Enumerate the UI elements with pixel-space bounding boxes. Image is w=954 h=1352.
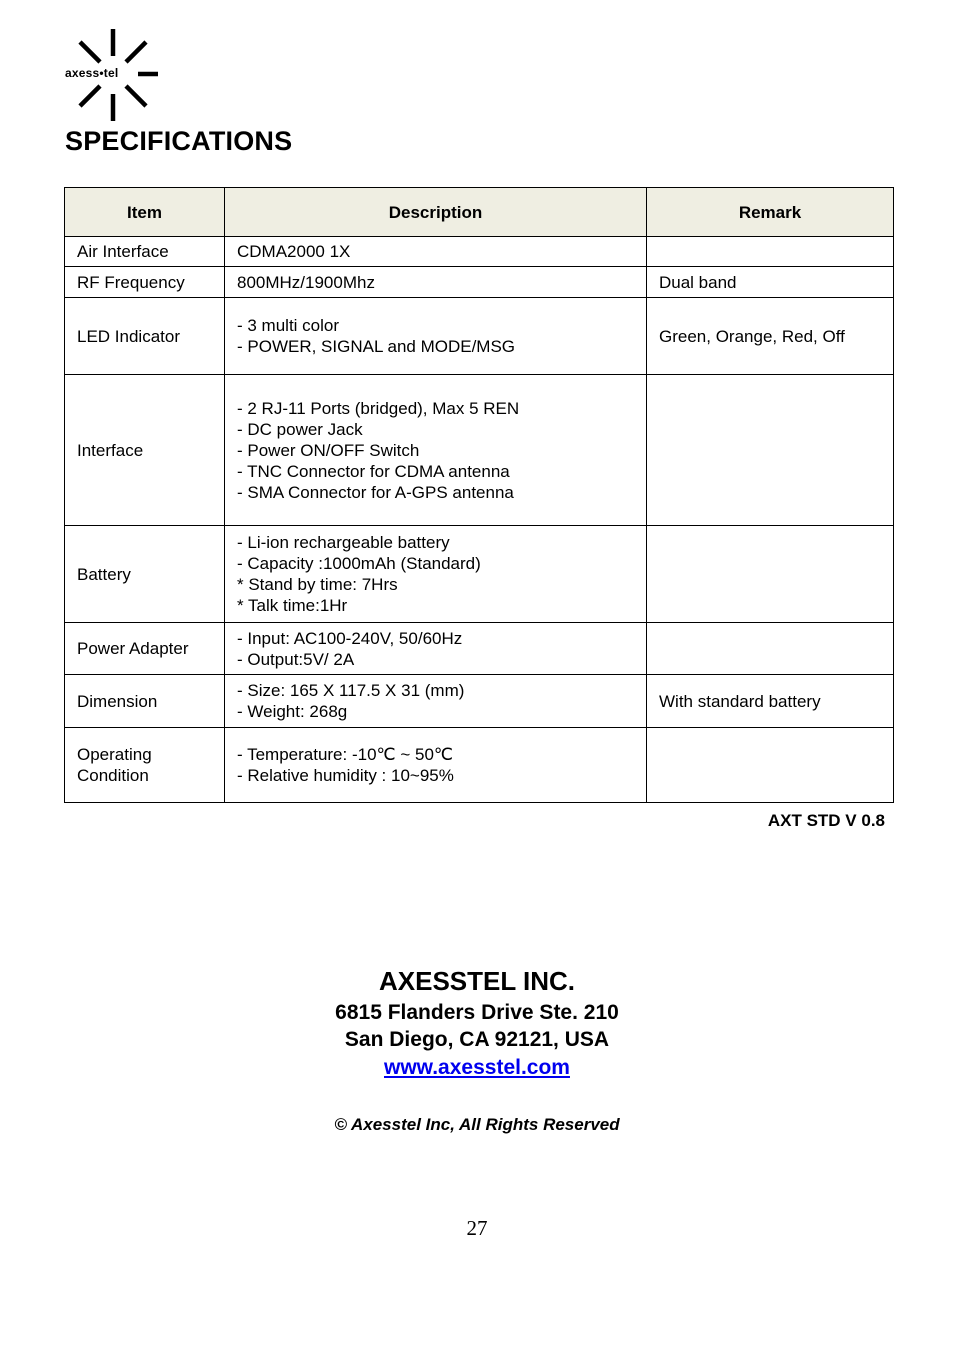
table-row: [65, 623, 894, 675]
row-description: - Temperature: -10℃ ~ 50℃ - Relative humidity : 10~95%: [225, 728, 647, 803]
row-item: Dimension: [65, 675, 225, 728]
table-row: [65, 526, 894, 623]
row-remark: With standard battery: [647, 675, 894, 728]
row-remark: [647, 728, 894, 803]
company-name: AXESSTEL INC.: [378, 966, 575, 996]
website-link[interactable]: www.axesstel.com: [384, 1056, 570, 1079]
row-remark: Green, Orange, Red, Off: [647, 298, 894, 375]
document-version: AXT STD V 0.8: [767, 811, 885, 830]
table-row: [65, 675, 894, 728]
row-description: - 2 RJ-11 Ports (bridged), Max 5 REN - DC power Jack - Power ON/OFF Switch - TNC Connector for CDMA antenna - SMA Connector for A-GPS antenna: [225, 375, 647, 526]
row-remark: [647, 237, 894, 267]
row-item: Air Interface: [65, 237, 225, 267]
row-description: - 3 multi color - POWER, SIGNAL and MODE/MSG: [225, 298, 647, 375]
header-description: Description: [225, 188, 647, 237]
copyright-notice: © Axesstel Inc, All Rights Reserved: [334, 1115, 620, 1134]
table-row: [65, 237, 894, 267]
table-row: [65, 298, 894, 375]
row-remark: [647, 526, 894, 623]
logo-wordmark: axess•tel: [65, 66, 119, 80]
row-item: LED Indicator: [65, 298, 225, 375]
table-row: [65, 375, 894, 526]
row-remark: Dual band: [647, 267, 894, 298]
header-item: Item: [65, 188, 225, 237]
row-description: 800MHz/1900Mhz: [225, 267, 647, 298]
table-header-row: [65, 188, 894, 237]
row-remark: [647, 623, 894, 675]
company-address-line1: 6815 Flanders Drive Ste. 210: [335, 1001, 619, 1024]
company-address-line2: San Diego, CA 92121, USA: [344, 1028, 610, 1051]
header-remark: Remark: [647, 188, 894, 237]
row-item: Battery: [65, 526, 225, 623]
row-item: Power Adapter: [65, 623, 225, 675]
table-row: [65, 267, 894, 298]
row-remark: [647, 375, 894, 526]
row-description: - Li-ion rechargeable battery - Capacity :1000mAh (Standard) * Stand by time: 7Hrs * Talk time:1Hr: [225, 526, 647, 623]
page-title: SPECIFICATIONS: [65, 126, 293, 156]
row-description: - Size: 165 X 117.5 X 31 (mm) - Weight: 268g: [225, 675, 647, 728]
table-row: [65, 728, 894, 803]
row-item: Operating Condition: [65, 728, 225, 803]
row-description: - Input: AC100-240V, 50/60Hz - Output:5V/ 2A: [225, 623, 647, 675]
specifications-table: [64, 187, 894, 803]
company-logo: [62, 26, 160, 124]
page-number: 27: [466, 1216, 488, 1240]
row-item: Interface: [65, 375, 225, 526]
row-item: RF Frequency: [65, 267, 225, 298]
company-website: [0, 1056, 954, 1080]
row-description: CDMA2000 1X: [225, 237, 647, 267]
